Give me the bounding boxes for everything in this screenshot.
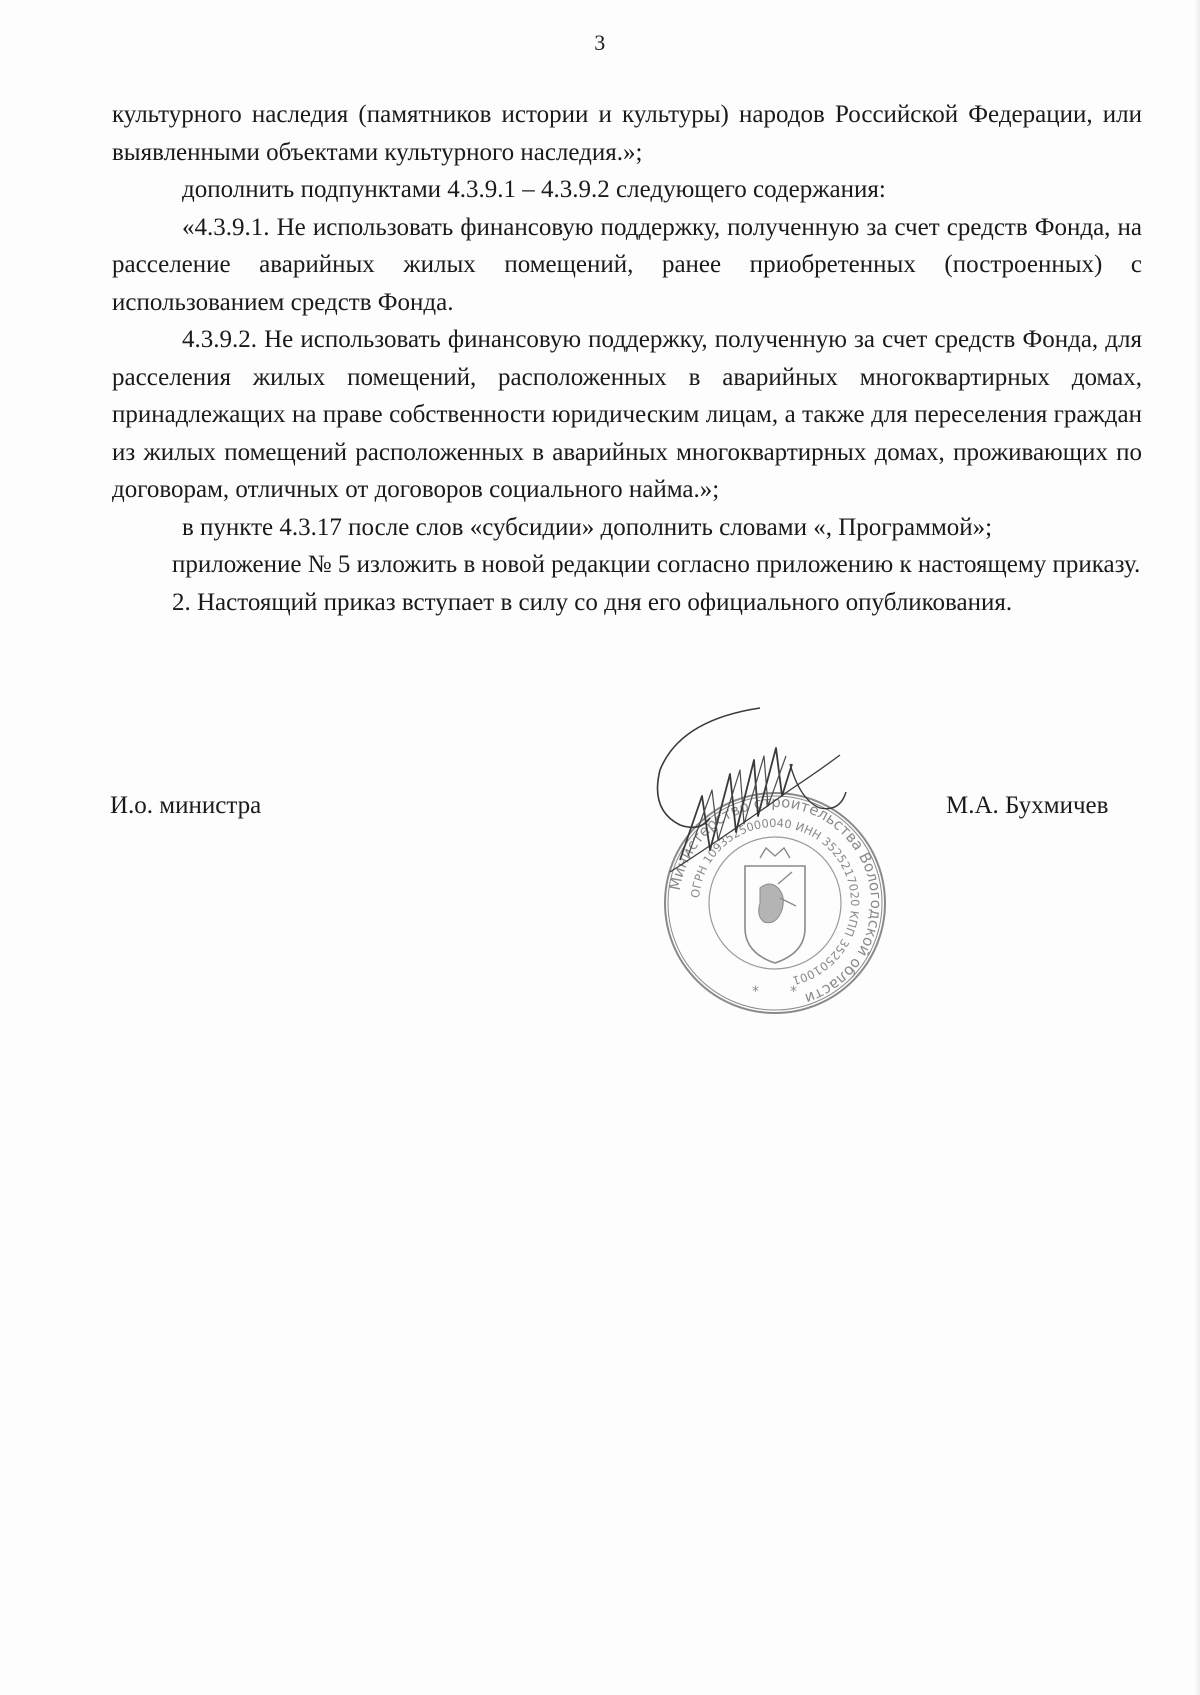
paragraph-effective-date: 2. Настоящий приказ вступает в силу со дня его официального опубликования.	[172, 588, 1013, 616]
signature-block	[0, 700, 1200, 1030]
signatory-position: И.о. министра	[110, 792, 262, 819]
document-body	[112, 96, 1142, 621]
paragraph-4-3-9-2: 4.3.9.2. Не использовать финансовую поддержку, полученную за счет средств Фонда, для расселения жилых помещений, расположенных в аварийных многоквартирных домах, принадлежащих на праве собственности юридическим лицам, а также для переселения граждан из жилых помещений расположенных в аварийных многоквартирных домах, проживающих по договорам, отличных от договоров социального найма.»;	[112, 326, 1142, 503]
stamp-star-icon: *	[752, 984, 759, 1000]
handwritten-signature	[640, 700, 880, 890]
stamp-outer-text: Министерство строительства Вологодской области	[665, 792, 886, 1008]
page-number: 3	[594, 30, 606, 55]
paragraph-amendment-intro: дополнить подпунктами 4.3.9.1 – 4.3.9.2 следующего содержания:	[182, 176, 886, 203]
paragraph-continuation: культурного наследия (памятников истории и культуры) народов Российской Федерации, или выявленными объектами культурного наследия.»;	[112, 101, 1142, 166]
paragraph-appendix-5: приложение № 5 изложить в новой редакции согласно приложению к настоящему приказу.	[172, 551, 1141, 578]
paragraph-4-3-9-1: «4.3.9.1. Не использовать финансовую поддержку, полученную за счет средств Фонда, на расселение аварийных жилых помещений, ранее приобретенных (построенных) с использованием средств Фонда.	[112, 213, 1142, 316]
stamp-star-icon: *	[790, 984, 797, 1000]
scan-edge-shadow	[1194, 0, 1200, 1695]
signatory-name: М.А. Бухмичев	[946, 792, 1109, 819]
paragraph-4-3-17: в пункте 4.3.17 после слов «субсидии» дополнить словами «, Программой»;	[182, 513, 993, 541]
stamp-inner-text: ОГРН 1093525000040 ИНН 3525217020 КПП 352501001	[688, 815, 863, 988]
